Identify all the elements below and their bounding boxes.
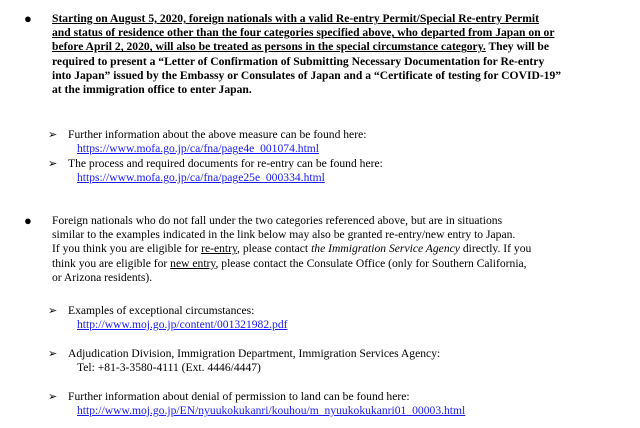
phone-number: Tel: +81-3-3580-4111 (Ext. 4446/4447): [77, 361, 261, 375]
list-item-text: Further information about denial of permission to land can be found here:: [68, 390, 410, 403]
list-item-text: Further information about the above measure can be found here:: [68, 128, 367, 141]
mofa-measure-link[interactable]: https://www.mofa.go.jp/ca/fna/page4e_001074.html: [77, 142, 320, 156]
paragraph-text: They will be: [485, 40, 550, 54]
paragraph-text: directly. If you: [459, 242, 532, 256]
arrow-bullet-icon: ➢: [48, 129, 58, 141]
paragraph-text: think you are eligible for: [52, 256, 171, 270]
arrow-bullet-icon: ➢: [48, 391, 58, 403]
section-2: [24, 214, 630, 285]
section-2-paragraph: [52, 214, 630, 285]
list-item: [48, 304, 628, 332]
paragraph-text: , please contact: [237, 242, 312, 256]
agency-name: the Immigration Service Agency: [311, 242, 460, 256]
list-item: [48, 128, 628, 156]
paragraph-text: If you think you are eligible for: [52, 242, 202, 256]
list-item: [48, 347, 628, 375]
list-item-text: Examples of exceptional circumstances:: [68, 304, 255, 317]
underlined-text: and status of residence other than the four categories specified above, who departed from Japan on or: [52, 26, 555, 40]
bullet-icon: ●: [24, 11, 32, 26]
list-item-text: Adjudication Division, Immigration Department, Immigration Services Agency:: [68, 347, 441, 360]
paragraph-text: or Arizona residents).: [52, 270, 153, 284]
moj-denial-link[interactable]: http://www.moj.go.jp/EN/nyuukokukanri/kouhou/m_nyuukokukanri01_00003.html: [77, 404, 466, 418]
paragraph-text: at the immigration office to enter Japan.: [52, 83, 252, 97]
arrow-bullet-icon: ➢: [48, 348, 58, 360]
list-item: [48, 157, 628, 185]
list-item-text: The process and required documents for re-entry can be found here:: [68, 157, 383, 170]
arrow-bullet-icon: ➢: [48, 158, 58, 170]
underlined-text: before April 2, 2020, will also be treated as persons in the special circumstance category.: [52, 40, 486, 54]
arrow-bullet-icon: ➢: [48, 305, 58, 317]
moj-examples-link[interactable]: http://www.moj.go.jp/content/001321982.pdf: [77, 318, 288, 332]
section-1: [24, 12, 630, 97]
paragraph-text: , please contact the Consulate Office (only for Southern California,: [215, 256, 527, 270]
mofa-reentry-link[interactable]: https://www.mofa.go.jp/ca/fna/page25e_000334.html: [77, 171, 325, 185]
new-entry-term: new entry: [170, 256, 216, 270]
paragraph-text: similar to the examples indicated in the link below may also be granted re-entry/new entry to Japan.: [52, 228, 516, 242]
paragraph-text: required to present a “Letter of Confirmation of Submitting Necessary Documentation for Re-entry: [52, 54, 545, 68]
underlined-text: Starting on August 5, 2020, foreign nationals with a valid Re-entry Permit/Special Re-entry Permit: [52, 12, 539, 25]
list-item: [48, 390, 628, 418]
section-1-paragraph: [52, 12, 630, 97]
paragraph-text: Foreign nationals who do not fall under the two categories referenced above, but are in situations: [52, 214, 503, 227]
reentry-term: re-entry: [201, 242, 238, 256]
bullet-icon: ●: [24, 213, 32, 228]
paragraph-text: into Japan” issued by the Embassy or Consulates of Japan and a “Certificate of testing for COVID-19”: [52, 68, 562, 82]
